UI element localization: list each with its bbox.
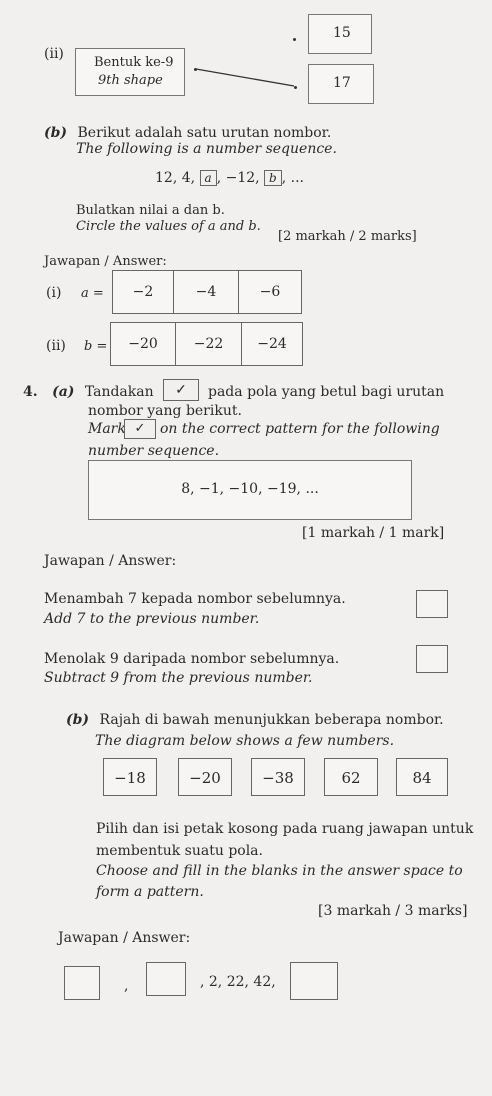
answer-cell[interactable]: −24	[241, 322, 303, 366]
q3b-marks: [2 markah / 2 marks]	[278, 229, 417, 244]
q4b-statement-en: The diagram below shows a few numbers.	[95, 733, 395, 749]
blank-b: b	[264, 170, 282, 186]
q3b-instruction-ms: Bulatkan nilai a dan b.	[76, 203, 225, 218]
option-2-en: Subtract 9 from the previous number.	[44, 670, 313, 686]
option-1-ms: Menambah 7 kepada nombor sebelumnya.	[44, 591, 346, 607]
q4b-label: (b)	[66, 712, 90, 728]
number-card: 84	[396, 758, 448, 796]
seq-prefix: 12, 4,	[155, 170, 196, 186]
number-card: 62	[324, 758, 378, 796]
q4b-sequence-middle: , 2, 22, 42,	[200, 974, 276, 990]
q4a-label: (a)	[52, 384, 75, 400]
q4a-sequence: 8, −1, −10, −19, ...	[181, 481, 319, 497]
answer-cell[interactable]: −2	[112, 270, 174, 314]
q4a-statement-ms	[23, 384, 154, 400]
q3b-instruction-en: Circle the values of a and b.	[76, 219, 261, 234]
option-2-ms: Menolak 9 daripada nombor sebelumnya.	[44, 651, 340, 667]
shape-label-ms: Bentuk ke-9	[94, 55, 174, 70]
answer-cell[interactable]: −20	[110, 322, 176, 366]
number-card: −38	[251, 758, 305, 796]
q4b-text-ms: Rajah di bawah menunjukkan beberapa nombor.	[99, 712, 444, 728]
q4a-text-en-line2: number sequence.	[88, 443, 220, 459]
part-ii-label: (ii)	[44, 46, 64, 62]
q4b-marks: [3 markah / 3 marks]	[318, 903, 468, 919]
seq-mid: , −12,	[216, 170, 260, 186]
dot-marker	[294, 86, 297, 89]
row-ii-variable: b =	[84, 339, 108, 354]
row-i-label: (i)	[46, 285, 62, 301]
option-2-checkbox[interactable]	[416, 645, 448, 673]
q4b-instruction-ms-2: membentuk suatu pola.	[96, 843, 263, 859]
q4b-instruction-ms-1: Pilih dan isi petak kosong pada ruang jawapan untuk	[96, 821, 474, 837]
q4a-text-ms-line2: nombor yang berikut.	[88, 403, 242, 419]
q3b-statement-en: The following is a number sequence.	[76, 141, 337, 157]
answer-blank-3[interactable]	[290, 962, 338, 1000]
q4b-statement-ms	[66, 712, 444, 728]
answer-blank-2[interactable]	[146, 962, 186, 996]
q3b-answer-label: Jawapan / Answer:	[44, 254, 167, 269]
q4a-text-ms-post: pada pola yang betul bagi urutan	[208, 384, 445, 400]
number-card: −18	[103, 758, 157, 796]
blank-a: a	[200, 170, 217, 186]
q4a-text-en-post: on the correct pattern for the following	[160, 421, 440, 437]
row-ii-label: (ii)	[46, 338, 66, 354]
row-i-variable: a =	[81, 286, 104, 301]
q3b-sequence	[155, 170, 304, 186]
tick-box-en	[124, 419, 156, 439]
q4-number: 4.	[23, 384, 38, 400]
option-value-15: 15	[333, 25, 351, 41]
tick-icon: ✓	[175, 382, 187, 398]
seq-suffix: , ...	[281, 170, 304, 186]
option-1-checkbox[interactable]	[416, 590, 448, 618]
q3b-statement-ms	[44, 125, 331, 141]
option-1-en: Add 7 to the previous number.	[44, 611, 260, 627]
q4a-text-en-pre: Mark	[88, 421, 126, 437]
q4b-answer-label: Jawapan / Answer:	[58, 930, 191, 946]
answer-cell[interactable]: −6	[238, 270, 302, 314]
option-box-17	[308, 64, 374, 104]
shape-label-en: 9th shape	[98, 73, 163, 88]
q3b-text-ms: Berikut adalah satu urutan nombor.	[77, 125, 332, 141]
sequence-box	[88, 460, 412, 520]
number-card: −20	[178, 758, 232, 796]
matching-line	[194, 66, 304, 90]
q4b-instruction-en-2: form a pattern.	[96, 884, 204, 900]
option-value-17: 17	[333, 75, 351, 91]
q4a-answer-label: Jawapan / Answer:	[44, 553, 177, 569]
tick-box	[163, 379, 199, 401]
q4a-marks: [1 markah / 1 mark]	[302, 525, 445, 541]
q4b-instruction-en-1: Choose and fill in the blanks in the answer space to	[96, 863, 463, 879]
answer-cell[interactable]: −22	[175, 322, 242, 366]
option-box-15	[308, 14, 372, 54]
shape-box	[75, 48, 185, 96]
answer-cell[interactable]: −4	[173, 270, 239, 314]
answer-blank-1[interactable]	[64, 966, 100, 1000]
dot-marker	[293, 38, 296, 41]
separator-comma: ,	[124, 978, 129, 994]
q4a-text-ms-pre: Tandakan	[84, 384, 154, 400]
q3b-label: (b)	[44, 125, 68, 141]
tick-icon: ✓	[134, 421, 146, 436]
